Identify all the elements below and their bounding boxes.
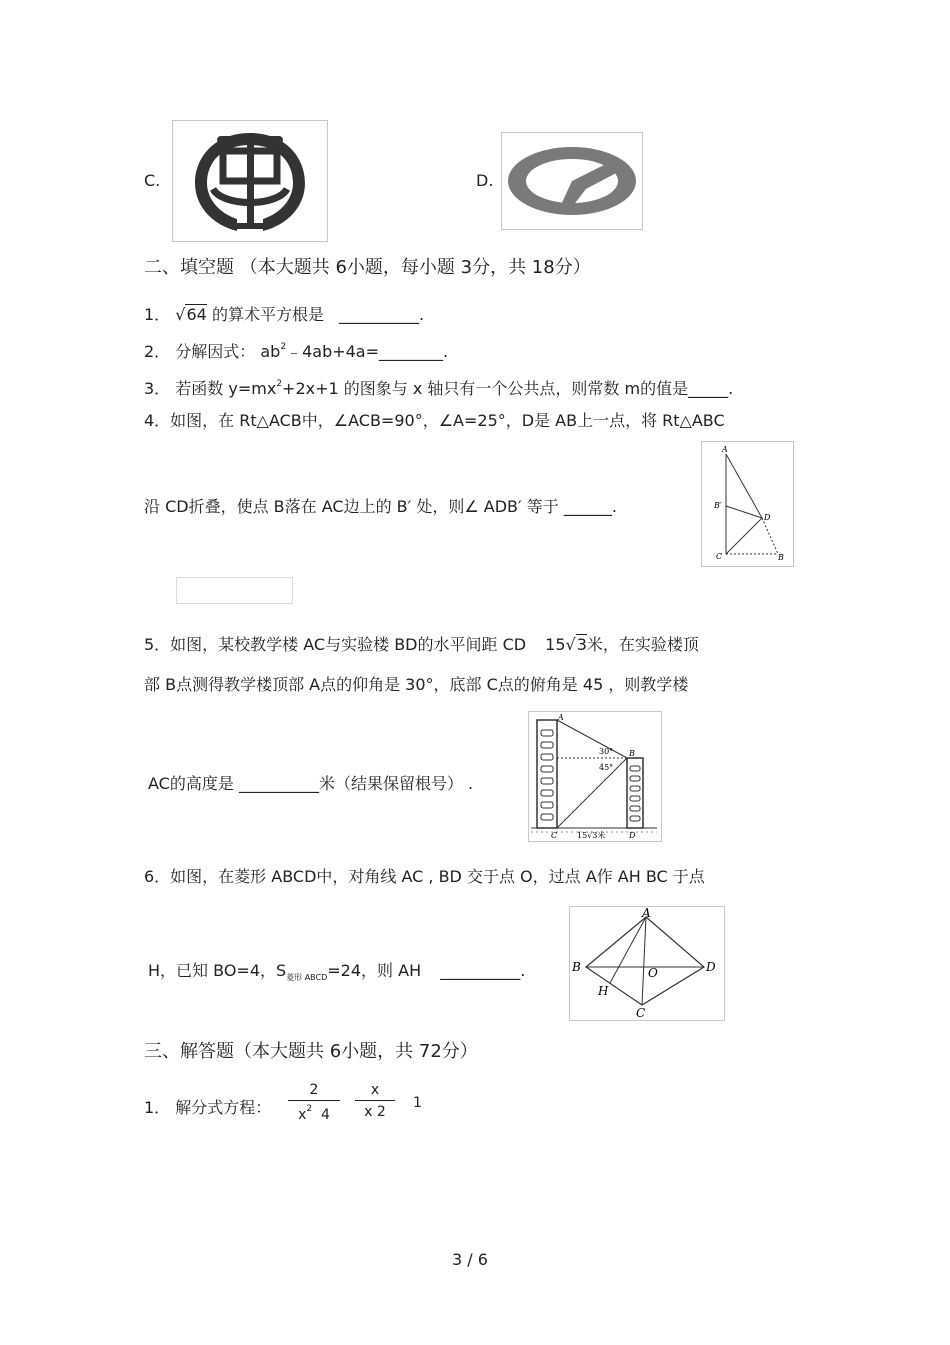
option-c-label: C. — [144, 171, 161, 190]
fraction-1-denominator: $x^2$ 4 — [298, 1104, 330, 1123]
answer-blank: _____. — [688, 379, 734, 398]
option-d-label: D. — [476, 171, 494, 190]
label-h: H — [598, 984, 609, 998]
label-c: C — [636, 1006, 646, 1020]
question-text: 分解因式： ab — [175, 342, 281, 361]
exponent: 2 — [276, 379, 283, 389]
question-2-6-line1: 6．如图，在菱形 ABCD中，对角线 AC , BD 交于点 O，过点 A作 AH BC 于点 — [144, 867, 705, 886]
question-2-5-figure — [528, 711, 662, 842]
question-2-4-line2 — [144, 494, 617, 517]
question-2-6-figure — [569, 906, 725, 1021]
fraction-2-numerator: x — [355, 1082, 395, 1101]
question-2-5-line1 — [144, 632, 699, 655]
page-number: 3 / 6 — [452, 1250, 488, 1269]
label-d: D — [629, 831, 636, 840]
fraction-1-numerator: 2 — [288, 1082, 340, 1101]
fraction-2-denominator: x 2 — [364, 1104, 386, 1120]
distance-value: 15√3 — [545, 635, 587, 654]
option-c-logo — [173, 121, 327, 241]
answer-box — [176, 577, 293, 604]
section-3-heading: 三、解答题（本大题共 6小题，共 72分） — [144, 1041, 478, 1062]
question-text: 的算术平方根是 — [211, 305, 324, 324]
answer-blank: __________. — [339, 305, 425, 324]
question-text: 解分式方程： — [175, 1098, 272, 1117]
equation-rhs: 1 — [413, 1095, 422, 1111]
subscript-rhombus: 菱形 ABCD — [286, 973, 328, 983]
question-number: 1． — [144, 305, 171, 324]
question-2-4-line1: 4．如图，在 Rt△ACB中，∠ACB=90°，∠A=25°，D是 AB上一点，将 Rt△ABC — [144, 411, 725, 430]
question-text-rest: 米，在实验楼顶 — [586, 635, 699, 654]
answer-blank: __________ — [238, 774, 319, 793]
answer-blank: ______. — [563, 497, 617, 516]
option-d-logo — [502, 133, 642, 229]
question-number: 3． — [144, 379, 171, 398]
label-o: O — [648, 966, 658, 980]
label-b: B — [629, 749, 635, 758]
question-3-1 — [144, 1095, 271, 1118]
label-b: B — [778, 553, 784, 562]
label-b: B — [572, 960, 581, 974]
label-a: A — [558, 713, 564, 722]
question-2-3 — [144, 376, 733, 399]
question-2-2 — [144, 339, 448, 362]
question-2-4-figure — [701, 441, 794, 567]
question-number: 1． — [144, 1098, 171, 1117]
question-number: 2． — [144, 342, 171, 361]
question-2-5-line2: 部 B点测得教学楼顶部 A点的仰角是 30°，底部 C点的俯角是 45 ，则教学楼 — [144, 675, 689, 694]
section-2-heading: 二、填空题 （本大题共 6小题，每小题 3分，共 18分） — [144, 257, 591, 278]
label-a: A — [722, 445, 728, 454]
question-text-rest: ﹣4ab+4a= — [286, 342, 380, 361]
label-c: C — [716, 552, 723, 561]
label-a: A — [642, 907, 651, 920]
answer-blank: ________. — [379, 342, 449, 361]
angle-30-label: 30° — [599, 747, 614, 756]
question-text: 5．如图，某校教学楼 AC与实验楼 BD的水平间距 CD — [144, 635, 527, 654]
question-text: H，已知 BO=4，S — [148, 961, 287, 980]
question-2-6-line2 — [148, 958, 525, 983]
answer-blank: __________. — [440, 961, 526, 980]
question-text-rest: 米（结果保留根号） . — [318, 774, 474, 793]
exponent: 2 — [280, 342, 287, 352]
distance-label: 15√3米 — [577, 831, 606, 840]
fraction-2 — [355, 1082, 395, 1120]
question-text: AC的高度是 — [148, 774, 234, 793]
question-text-rest: =24，则 AH — [327, 961, 422, 980]
label-d: D — [764, 513, 771, 522]
label-b-prime: B′ — [714, 501, 722, 510]
option-c-logo-image — [172, 120, 328, 242]
label-c: C — [551, 831, 558, 840]
question-2-1 — [144, 302, 424, 325]
fraction-1 — [288, 1082, 340, 1123]
question-2-5-line3 — [148, 771, 473, 794]
question-text-rest: +2x+1 的图象与 x 轴只有一个公共点，则常数 m的值是 — [282, 379, 689, 398]
question-text: 若函数 y=mx — [175, 379, 277, 398]
label-d: D — [706, 960, 716, 974]
option-d-logo-image — [501, 132, 643, 230]
question-text: 沿 CD折叠，使点 B落在 AC边上的 B′ 处，则∠ ADB′ 等于 — [144, 497, 559, 516]
angle-45-label: 45° — [599, 763, 614, 772]
sqrt-expression: √64 — [175, 305, 207, 324]
